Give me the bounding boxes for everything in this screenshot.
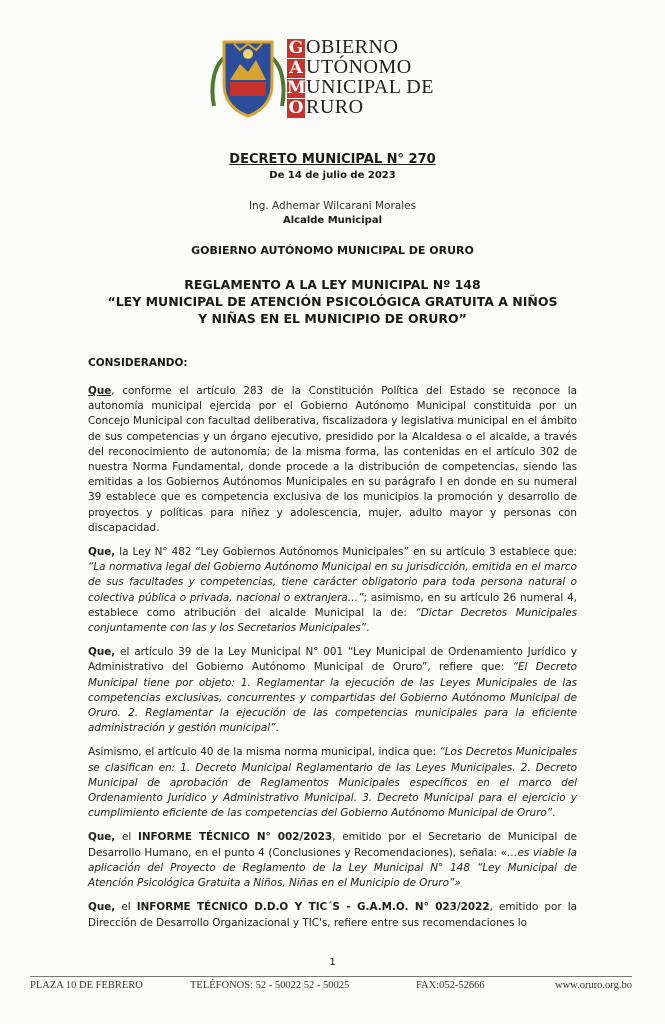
- document-body: [88, 384, 577, 940]
- regulation-title-line: REGLAMENTO A LA LEY MUNICIPAL Nº 148: [184, 277, 481, 292]
- paragraph-lead: Que,: [88, 831, 116, 844]
- mayor-title: Alcalde Municipal: [283, 215, 382, 226]
- regulation-title-line: “LEY MUNICIPAL DE ATENCIÓN PSICOLÓGICA GRATUITA A NIÑOS: [107, 294, 558, 309]
- paragraph-lead: Que: [88, 385, 112, 397]
- paragraph: [88, 900, 577, 930]
- paragraph: [88, 830, 577, 891]
- paragraph: [88, 645, 577, 736]
- paragraph: [88, 745, 577, 821]
- quote: “El Decreto Municipal tiene por objeto: 1. Reglamentar la ejecución de las Leyes Municipales de las competencias exclusivas, concurrentes y compartidas del Gobierno Autónomo Municipal de Oruro. 2. Reglamentar la ejecución de las competencias municipales para la eficiente administración y gestión municipal”: [88, 661, 577, 735]
- regulation-title-line: Y NIÑAS EN EL MUNICIPIO DE ORURO”: [198, 311, 467, 326]
- paragraph: [88, 384, 577, 536]
- paragraph-text: .: [275, 722, 279, 735]
- decree-date: De 14 de julio de 2023: [269, 170, 396, 181]
- mayor-name: Ing. Adhemar Wilcarani Morales: [248, 200, 417, 212]
- decree-title: DECRETO MUNICIPAL N° 270: [229, 152, 436, 167]
- paragraph-lead: Que,: [88, 546, 116, 559]
- logo-letter: M: [287, 78, 306, 98]
- logo-word: RURO: [306, 96, 364, 118]
- gamo-logo-wordmark: [287, 38, 457, 118]
- paragraph-text: el: [115, 901, 137, 914]
- footer-address: PLAZA 10 DE FEBRERO: [30, 980, 143, 991]
- paragraph-text: , emitido por el Secretario de Municipal de Desarrollo Humano, en el punto 4 (Conclusiones y Recomendaciones), señala:: [88, 831, 577, 859]
- paragraph-text: el artículo 39 de la Ley Municipal N° 001 “Ley Municipal de Ordenamiento Jurídico y Administrativo del Gobierno Autónomo Municipal de Oruro”, refiere que:: [88, 646, 577, 674]
- footer-phones: TELÉFONOS: 52 - 50022 52 - 50025: [190, 980, 350, 991]
- paragraph: [88, 545, 577, 636]
- footer-fax: FAX:052-52666: [416, 980, 485, 991]
- quote: «…es viable la aplicación del Proyecto de Reglamento de la Ley Municipal N° 148 “Ley Municipal de Atención Psicológica Gratuita a Niños, Niñas en el Municipio de Oruro”»: [88, 846, 577, 890]
- paragraph-lead: Que,: [88, 646, 116, 659]
- paragraph-text: .: [366, 622, 370, 635]
- logo-letter: G: [288, 38, 304, 58]
- paragraph-lead: Que,: [88, 901, 116, 914]
- quote: “Los Decretos Municipales se clasifican en: 1. Decreto Municipal Reglamentario de las Leyes Municipales. 2. Decreto Municipal de aprobación de Reglamentos Municipales específicos en el marco del Ordenamiento Jurídico y Administrativo Municipal. 3. Decreto Municipal para el ejercicio y cumplimiento eficiente de las competencias del Gobierno Autónomo Municipal de Oruro”: [88, 746, 577, 820]
- footer-website[interactable]: www.oruro.org.bo: [555, 980, 632, 991]
- paragraph-text: , emitido por la Dirección de Desarrollo Organizacional y TIC's, refiere entre sus recomendaciones lo: [88, 901, 577, 929]
- paragraph-text: , conforme el artículo 283 de la Constitución Política del Estado se reconoce la autonomía municipal ejercida por el Gobierno Autónomo Municipal constituida por un Concejo Municipal con facultad deliberativa, fiscalizadora y legislativa municipal en el ámbito de sus competencias y un órgano ejecutivo, presidido por la Alcaldesa o el alcalde, a través del reconocimiento de autonomía; de la misma forma, las contenidas en el artículo 302 de nuestra Norma Fundamental, donde procede a la distribución de competencias, siendo las emitidas a los Gobiernos Autónomos Municipales en su parágrafo I en donde en su numeral 39 establece que es competencia exclusiva de los municipios la promoción y desarrollo de proyectos y políticas para niñez y adolescencia, mujer, adulto mayor y personas con discapacidad.: [88, 385, 577, 534]
- municipal-seal: [210, 36, 286, 120]
- logo-word: UNICIPAL DE: [306, 76, 434, 98]
- paragraph-text: ; asimismo, en su artículo 26 numeral 4, establece como atribución del alcalde Municipal la de:: [88, 591, 577, 619]
- quote: “La normativa legal del Gobierno Autónomo Municipal en su jurisdicción, emitida en el marco de sus facultades y competencias, tiene carácter obligatorio para toda persona natural o colectiva pública o privada, nacional o extranjera…”: [88, 561, 577, 604]
- logo-letter: O: [288, 98, 304, 118]
- government-name: GOBIERNO AUTÓNOMO MUNICIPAL DE ORURO: [191, 244, 474, 257]
- paragraph-text: Asimismo, el artículo 40 de la misma norma municipal, indica que:: [88, 746, 440, 759]
- paragraph-text: la Ley N° 482 “Ley Gobiernos Autónomos Municipales” en su artículo 3 establece que:: [115, 546, 577, 559]
- page-number: 1: [329, 957, 336, 968]
- logo-word: OBIERNO: [306, 36, 399, 58]
- quote: “Dictar Decretos Municipales conjuntamente con las y los Secretarios Municipales”: [88, 606, 577, 635]
- considerando-heading: CONSIDERANDO:: [88, 357, 188, 369]
- paragraph-text: .: [552, 807, 556, 820]
- logo-word: UTÓNOMO: [306, 56, 412, 78]
- footer-divider: [30, 976, 632, 977]
- logo-letter: A: [287, 59, 305, 78]
- paragraph-text: el: [115, 831, 138, 844]
- regulation-title: [0, 276, 665, 327]
- report-reference: INFORME TÉCNICO N° 002/2023: [137, 831, 333, 844]
- report-reference: INFORME TÉCNICO D.D.O Y TIC´S - G.A.M.O. N° 023/2022: [136, 901, 490, 914]
